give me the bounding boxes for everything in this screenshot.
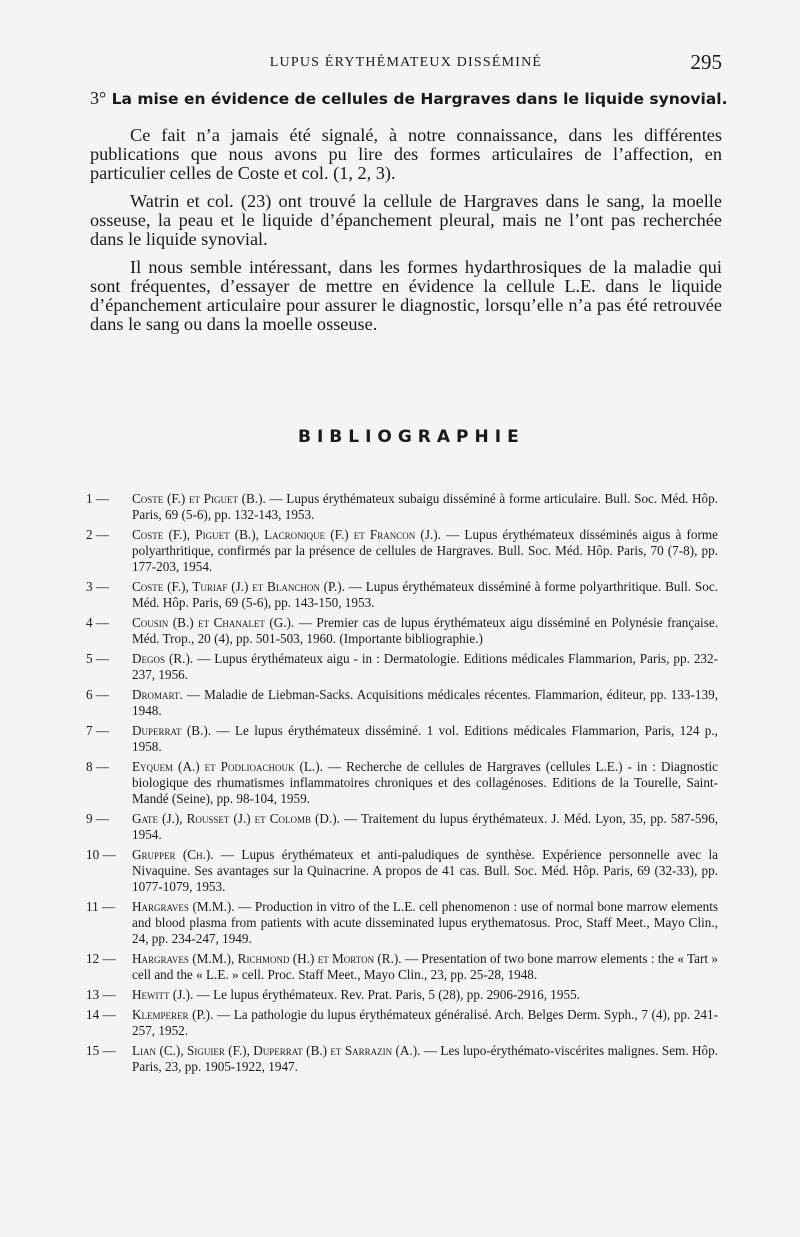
reference-item xyxy=(86,579,718,611)
reference-authors: Hewitt (J.). xyxy=(132,987,194,1002)
reference-text: — Traitement du lupus érythémateux. J. Méd. Lyon, 35, pp. 587-596, 1954. xyxy=(132,811,718,842)
paragraph: Il nous semble intéressant, dans les formes hydarthrosiques de la maladie qui sont fréquentes, d’essayer de mettre en évidence la cellule L.E. dans le liquide d’épanchement articulaire pour assurer le diagnostic, lorsqu’elle n’a pas été retrouvée dans le sang ou dans la moelle osseuse. xyxy=(90,257,722,334)
paragraph: Watrin et col. (23) ont trouvé la cellule de Hargraves dans le sang, la moelle osseuse, la peau et le liquide d’épanchement pleural, mais ne l’ont pas recherchée dans le liquide synovial. xyxy=(90,191,722,249)
bibliography-heading: BIBLIOGRAPHIE xyxy=(298,427,525,447)
running-head xyxy=(90,50,722,76)
reference-number: 14 — xyxy=(86,1007,116,1022)
reference-text: — Le lupus érythémateux disséminé. 1 vol. Editions médicales Flammarion, Paris, 124 p., 1958. xyxy=(132,723,718,754)
reference-text: — Lupus érythémateux disséminés aigus à forme polyarthritique, confirmés par la présence de cellules de Hargraves. Bull. Soc. Méd. Hôp. Paris, 70 (7-8), pp. 177-203, 1954. xyxy=(132,527,718,574)
reference-item xyxy=(86,615,718,647)
reference-number: 13 — xyxy=(86,987,116,1002)
section-heading xyxy=(90,88,730,109)
reference-authors: Degos (R.). xyxy=(132,651,194,666)
section-title: La mise en évidence de cellules de Hargraves dans le liquide synovial. xyxy=(111,90,728,108)
reference-text: — Les lupo-érythémato-viscérites malignes. Sem. Hôp. Paris, 23, pp. 1905-1922, 1947. xyxy=(132,1043,719,1074)
reference-number: 12 — xyxy=(86,951,116,966)
reference-item xyxy=(86,951,718,983)
paragraph: Ce fait n’a jamais été signalé, à notre connaissance, dans les différentes publications que nous avons pu lire des formes articulaires de l’affection, en particulier celles de Coste et col. (1, 2, 3). xyxy=(90,125,722,183)
reference-list xyxy=(86,491,718,1079)
reference-item xyxy=(86,1043,718,1075)
body-text xyxy=(90,126,722,343)
reference-text: — Lupus érythémateux et anti-paludiques de synthèse. Expérience personnelle avec la Nivaquine. Ses avantages sur la Quinacrine. A propos de 41 cas. Bull. Soc. Méd. Hôp. Paris, 69 (32-33), pp. 1077-1079, 1953. xyxy=(132,847,718,894)
reference-authors: Klemperer (P.). xyxy=(132,1007,214,1022)
reference-text: — Le lupus érythémateux. Rev. Prat. Paris, 5 (28), pp. 2906-2916, 1955. xyxy=(193,987,580,1002)
reference-text: — Lupus érythémateux aigu - in : Dermatologie. Editions médicales Flammarion, Paris, pp. 232-237, 1956. xyxy=(132,651,719,682)
reference-number: 7 — xyxy=(86,723,110,738)
reference-number: 10 — xyxy=(86,847,116,862)
reference-text: — Premier cas de lupus érythémateux aigu disséminé en Polynésie française. Méd. Trop., 20 (4), pp. 501-503, 1960. (Importante bibliographie.) xyxy=(132,615,718,646)
reference-number: 1 — xyxy=(86,491,110,506)
reference-text: — La pathologie du lupus érythémateux généralisé. Arch. Belges Derm. Syph., 7 (4), pp. 241-257, 1952. xyxy=(132,1007,718,1038)
reference-number: 11 — xyxy=(86,899,116,914)
reference-item xyxy=(86,1007,718,1039)
reference-authors: Coste (F.) et Piguet (B.). xyxy=(132,491,266,506)
running-title: LUPUS ÉRYTHÉMATEUX DISSÉMINÉ xyxy=(269,55,543,70)
reference-item xyxy=(86,687,718,719)
reference-authors: Dromart. xyxy=(132,687,183,702)
reference-item xyxy=(86,899,718,947)
reference-item xyxy=(86,491,718,523)
reference-item xyxy=(86,987,718,1003)
reference-item xyxy=(86,759,718,807)
reference-authors: Duperrat (B.). xyxy=(132,723,212,738)
reference-number: 9 — xyxy=(86,811,110,826)
reference-number: 8 — xyxy=(86,759,110,774)
reference-authors: Gate (J.), Rousset (J.) et Colomb (D.). xyxy=(132,811,340,826)
reference-authors: Coste (F.), Piguet (B.), Lacronique (F.) et Francon (J.). xyxy=(132,527,441,542)
reference-item xyxy=(86,847,718,895)
reference-number: 5 — xyxy=(86,651,110,666)
reference-authors: Grupper (Ch.). xyxy=(132,847,214,862)
reference-number: 6 — xyxy=(86,687,110,702)
reference-item xyxy=(86,723,718,755)
section-number: 3° xyxy=(90,88,107,108)
reference-authors: Eyquem (A.) et Podlioachouk (L.). xyxy=(132,759,323,774)
reference-authors: Coste (F.), Turiaf (J.) et Blanchon (P.). xyxy=(132,579,345,594)
reference-item xyxy=(86,527,718,575)
reference-number: 4 — xyxy=(86,615,110,630)
reference-number: 15 — xyxy=(86,1043,116,1058)
reference-text: — Lupus érythémateux disséminé à forme polyarthritique. Bull. Soc. Méd. Hôp. Paris, 69 (5-6), pp. 143-150, 1953. xyxy=(132,579,718,610)
reference-authors: Hargraves (M.M.), Richmond (H.) et Morton (R.). xyxy=(132,951,402,966)
reference-text: — Maladie de Liebman-Sacks. Acquisitions médicales récentes. Flammarion, éditeur, pp. 133-139, 1948. xyxy=(132,687,718,718)
reference-text: — Lupus érythémateux subaigu disséminé à forme articulaire. Bull. Soc. Méd. Hôp. Paris, 69 (5-6), pp. 132-143, 1953. xyxy=(132,491,718,522)
reference-text: — Recherche de cellules de Hargraves (cellules L.E.) - in : Diagnostic biologique des rhumatismes inflammatoires chroniques et des collagénoses. Editions de la Tourelle, Saint-Mandé (Seine), pp. 98-104, 1959. xyxy=(132,759,718,806)
reference-text: — Presentation of two bone marrow elements : the « Tart » cell and the « L.E. » cell. Proc. Staff Meet., Mayo Clin., 23, pp. 25-28, 1948. xyxy=(132,951,718,982)
reference-item xyxy=(86,811,718,843)
page-number: 295 xyxy=(690,50,722,74)
reference-authors: Lian (C.), Siguier (F.), Duperrat (B.) et Sarrazin (A.). xyxy=(132,1043,421,1058)
reference-number: 2 — xyxy=(86,527,110,542)
reference-authors: Cousin (B.) et Chanalet (G.). xyxy=(132,615,295,630)
reference-authors: Hargraves (M.M.). xyxy=(132,899,235,914)
reference-number: 3 — xyxy=(86,579,110,594)
reference-item xyxy=(86,651,718,683)
reference-text: — Production in vitro of the L.E. cell phenomenon : use of normal bone marrow elements and blood plasma from patients with acute disseminated lupus erythematosus. Proc, Staff Meet., Mayo Clin., 24, pp. 234-247, 1949. xyxy=(132,899,718,946)
